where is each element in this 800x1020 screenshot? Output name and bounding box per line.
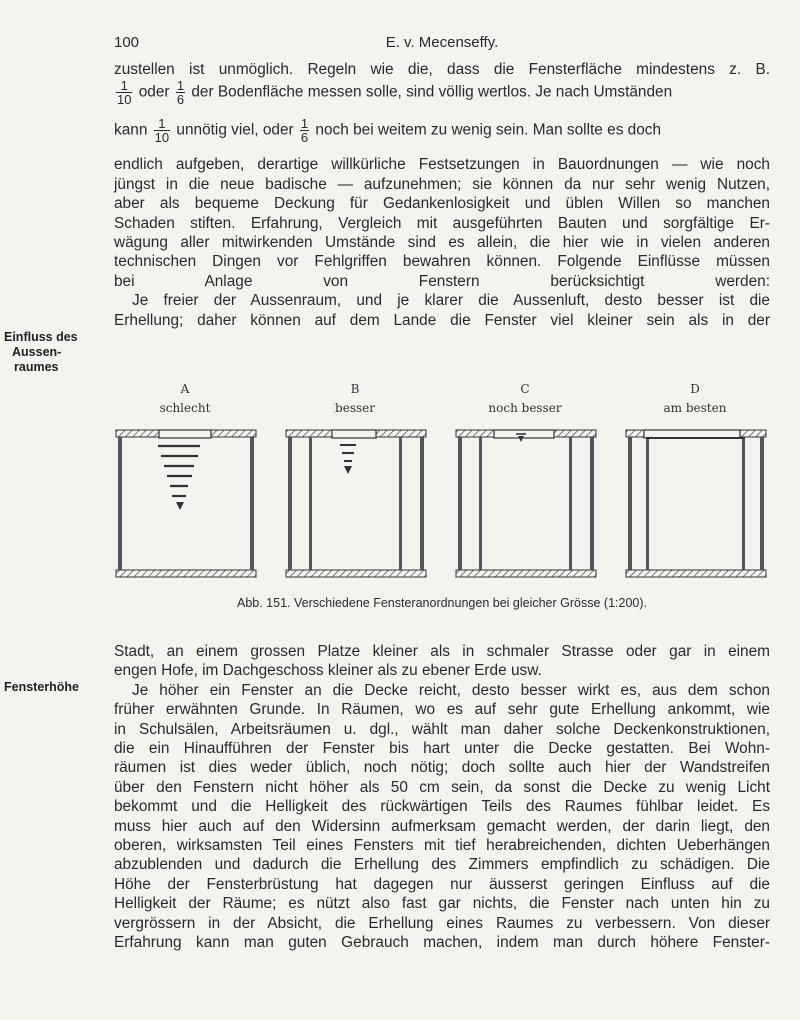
page-header <box>114 34 770 54</box>
text-line: Höhe der Fensterbrüstung hat dagegen nur äusserst geringen Einfluss auf die <box>114 875 770 893</box>
text-line: Je freier der Aussenraum, und je klarer die Aussenluft, desto besser ist die <box>132 292 770 310</box>
text-line: vergrössern in der Absicht, die Erhellung eines Raumes zu verbessern. Von dieser <box>114 914 770 932</box>
text-line: endlich aufgeben, derartige willkürliche Festsetzungen in Bauordnungen — wie noch <box>114 156 770 174</box>
text-line: Erfahrung kann man guten Gebrauch machen, indem man durch höhere Fenster- <box>114 934 770 952</box>
panel-a-letter: A <box>180 382 190 396</box>
running-head: E. v. Mecenseffy. <box>385 34 499 51</box>
fraction-line-2: kann $\frac{1}{10}$ unnötig viel, oder $\frac{1}{6}$ noch bei weitem zu wenig sein. Man sollte es doch <box>114 116 662 146</box>
text-line: Stadt, an einem grossen Platze kleiner als in schmaler Strasse oder gar in einem <box>114 643 770 660</box>
panel-b <box>286 382 426 577</box>
text-line: Erhellung; daher können auf dem Lande die Fenster viel kleiner sein als in der <box>114 311 770 329</box>
text-line: bekommt und die Helligkeit des rückwärtigen Teils des Raumes fühlbar leidet. Es <box>114 798 770 816</box>
text-line: jüngst in die neue badische — aufzunehmen; sie können da nur sehr wenig Nutzen, <box>114 175 770 193</box>
text-line: Schaden stiften. Erfahrung, Vergleich mit ausgeführten Bauten und sorgfältige Er- <box>114 214 770 232</box>
text-line: räumen ist dies weder üblich, noch nötig; doch sollte auch hier der Wandstreifen <box>114 759 770 777</box>
text-line: technischen Dingen vor Fehlgriffen bewahren können. Folgende Einflüsse müssen <box>114 253 770 271</box>
text-line: bei Anlage von Fenstern berücksichtigt werden: <box>114 272 770 290</box>
panel-b-letter: B <box>350 382 360 396</box>
fraction-1-6: $\frac{1}{6}$ <box>176 78 185 108</box>
panel-a <box>116 382 256 577</box>
text-line: aber als bequeme Deckung für Gedankenlosigkeit und üblen Willen so manchen <box>114 195 770 213</box>
paragraph-2 <box>114 642 770 953</box>
text-line: wägung aller mitwirkenden Umstände sind es allein, die hier wie in vielen anderen <box>114 234 770 252</box>
margin-note-fensterhoehe: Fensterhöhe <box>4 680 80 694</box>
text-line: engen Hofe, im Dachgeschoss kleiner als zu ebener Erde usw. <box>114 662 542 680</box>
text-line: oberen, wirksamsten Teil eines Fensters mit tief herabreichenden, dichten Ueberhängen <box>114 837 770 855</box>
paragraph-1 <box>114 60 770 330</box>
fraction-1-10: $\frac{1}{10}$ <box>154 116 170 146</box>
text-line: über den Fenstern nicht höher als 50 cm sein, da sonst die Decke zu wenig Licht <box>114 778 770 796</box>
text-line: Je höher ein Fenster an die Decke reicht, desto besser wirkt es, aus dem schon <box>132 681 770 699</box>
text-line: die ein Hinaufführen der Fenster bis hart unter die Decke gestatten. Bei Wohn- <box>114 740 770 758</box>
text-line: Helligkeit der Räume; es nützt also fast gar nichts, die Fenster nach unten hin zu <box>114 895 770 913</box>
text-line: abzublenden und dadurch die Erhellung des Zimmers empfindlich zu schädigen. Die <box>114 856 770 874</box>
figure-caption: Abb. 151. Verschiedene Fensteranordnungen bei gleicher Grösse (1:200). <box>237 596 647 610</box>
panel-d-letter: D <box>690 382 700 396</box>
text-line: in Schulsälen, Arbeitsräumen u. dgl., wählt man daher solche Deckenkonstruktionen, <box>114 720 770 738</box>
fraction-1-10: $\frac{1}{10}$ <box>117 78 132 108</box>
text-line: früher erwähnten Grunde. In Räumen, wo es auf sehr gute Erhellung ankommt, wie <box>114 701 770 719</box>
panel-c <box>456 382 596 577</box>
panel-d <box>626 382 766 577</box>
panel-a-label: schlecht <box>159 401 211 415</box>
panel-d-label: am besten <box>663 401 727 415</box>
text-line: muss hier auch auf den Widersinn aufmerksam gemacht werden, der darin liegt, den <box>114 817 770 835</box>
panel-c-label: noch besser <box>488 401 562 415</box>
text-line: zustellen ist unmöglich. Regeln wie die, dass die Fensterfläche mindestens z. B. <box>114 61 770 78</box>
page-number: 100 <box>114 34 140 51</box>
fraction-line-1: $\frac{1}{10}$ oder $\frac{1}{6}$ der Bodenfläche messen solle, sind völlig wertlos. Je nach Umständen <box>117 78 673 108</box>
fraction-1-6: $\frac{1}{6}$ <box>300 116 309 146</box>
window-arrangements-figure <box>114 370 770 610</box>
margin-note-aussenraum: Einfluss des Aussen- raumes <box>4 330 78 374</box>
panel-b-label: besser <box>335 401 375 415</box>
panel-c-letter: C <box>520 382 530 396</box>
